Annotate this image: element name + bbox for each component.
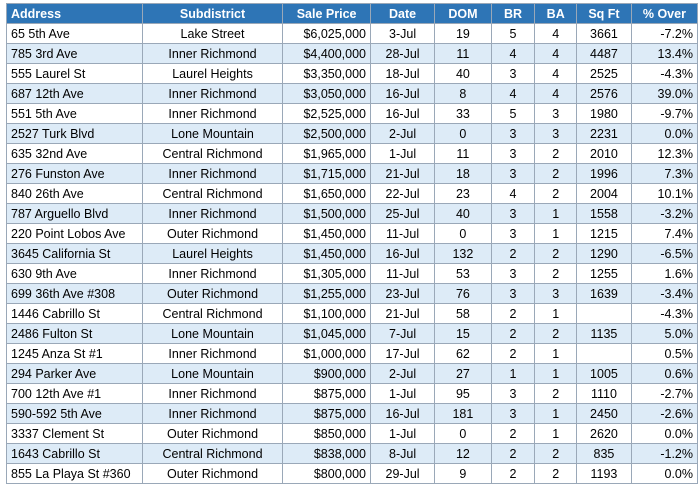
cell-sale-price[interactable]: $2,525,000: [283, 104, 371, 124]
cell-ba[interactable]: 2: [535, 464, 577, 484]
cell-date[interactable]: 7-Jul: [371, 324, 435, 344]
table-row[interactable]: [7, 244, 698, 264]
cell-sale-price[interactable]: $1,305,000: [283, 264, 371, 284]
cell-br[interactable]: 3: [491, 224, 535, 244]
table-row[interactable]: [7, 324, 698, 344]
cell-subdistrict[interactable]: Inner Richmond: [142, 84, 282, 104]
cell-ba[interactable]: 3: [535, 124, 577, 144]
cell-address[interactable]: 3337 Clement St: [7, 424, 143, 444]
cell-dom[interactable]: 58: [435, 304, 492, 324]
cell-ba[interactable]: 1: [535, 344, 577, 364]
cell-sale-price[interactable]: $6,025,000: [283, 24, 371, 44]
cell-sqft[interactable]: 2450: [577, 404, 632, 424]
cell-ba[interactable]: 3: [535, 104, 577, 124]
cell-sale-price[interactable]: $3,050,000: [283, 84, 371, 104]
cell-ba[interactable]: 2: [535, 244, 577, 264]
cell-sale-price[interactable]: $838,000: [283, 444, 371, 464]
cell-address[interactable]: 555 Laurel St: [7, 64, 143, 84]
cell-subdistrict[interactable]: Outer Richmond: [142, 464, 282, 484]
cell-ba[interactable]: 4: [535, 84, 577, 104]
cell-pct-over[interactable]: 12.3%: [631, 144, 697, 164]
cell-br[interactable]: 2: [491, 444, 535, 464]
cell-br[interactable]: 5: [491, 104, 535, 124]
cell-sqft[interactable]: 2010: [577, 144, 632, 164]
header-subdistrict[interactable]: Subdistrict: [142, 4, 282, 24]
cell-dom[interactable]: 62: [435, 344, 492, 364]
cell-sale-price[interactable]: $900,000: [283, 364, 371, 384]
cell-date[interactable]: 21-Jul: [371, 164, 435, 184]
cell-sqft[interactable]: 2525: [577, 64, 632, 84]
table-row[interactable]: [7, 344, 698, 364]
cell-ba[interactable]: 2: [535, 164, 577, 184]
cell-sqft[interactable]: [577, 344, 632, 364]
cell-date[interactable]: 1-Jul: [371, 384, 435, 404]
cell-pct-over[interactable]: 7.3%: [631, 164, 697, 184]
cell-date[interactable]: 1-Jul: [371, 424, 435, 444]
cell-subdistrict[interactable]: Lone Mountain: [142, 124, 282, 144]
cell-sqft[interactable]: 1135: [577, 324, 632, 344]
cell-ba[interactable]: 1: [535, 304, 577, 324]
cell-ba[interactable]: 3: [535, 284, 577, 304]
table-row[interactable]: [7, 404, 698, 424]
cell-address[interactable]: 635 32nd Ave: [7, 144, 143, 164]
cell-pct-over[interactable]: -7.2%: [631, 24, 697, 44]
cell-sale-price[interactable]: $1,650,000: [283, 184, 371, 204]
cell-subdistrict[interactable]: Outer Richmond: [142, 284, 282, 304]
cell-subdistrict[interactable]: Inner Richmond: [142, 264, 282, 284]
cell-pct-over[interactable]: 10.1%: [631, 184, 697, 204]
cell-ba[interactable]: 1: [535, 224, 577, 244]
cell-address[interactable]: 687 12th Ave: [7, 84, 143, 104]
cell-dom[interactable]: 40: [435, 204, 492, 224]
cell-sqft[interactable]: 1996: [577, 164, 632, 184]
cell-subdistrict[interactable]: Inner Richmond: [142, 404, 282, 424]
cell-sale-price[interactable]: $1,450,000: [283, 224, 371, 244]
cell-sqft[interactable]: 1193: [577, 464, 632, 484]
cell-dom[interactable]: 27: [435, 364, 492, 384]
cell-br[interactable]: 3: [491, 204, 535, 224]
cell-date[interactable]: 11-Jul: [371, 264, 435, 284]
sales-table: [6, 3, 698, 484]
cell-sqft[interactable]: 3661: [577, 24, 632, 44]
cell-address[interactable]: 840 26th Ave: [7, 184, 143, 204]
cell-sale-price[interactable]: $1,965,000: [283, 144, 371, 164]
table-body: [7, 24, 698, 484]
table-row[interactable]: [7, 64, 698, 84]
cell-pct-over[interactable]: -6.5%: [631, 244, 697, 264]
cell-sqft[interactable]: 1110: [577, 384, 632, 404]
cell-ba[interactable]: 2: [535, 144, 577, 164]
cell-dom[interactable]: 132: [435, 244, 492, 264]
table-row[interactable]: [7, 464, 698, 484]
cell-dom[interactable]: 11: [435, 144, 492, 164]
cell-pct-over[interactable]: -3.2%: [631, 204, 697, 224]
cell-address[interactable]: 2527 Turk Blvd: [7, 124, 143, 144]
header-pct-over[interactable]: % Over: [631, 4, 697, 24]
cell-subdistrict[interactable]: Inner Richmond: [142, 384, 282, 404]
cell-sale-price[interactable]: $1,450,000: [283, 244, 371, 264]
cell-dom[interactable]: 19: [435, 24, 492, 44]
cell-br[interactable]: 3: [491, 384, 535, 404]
cell-address[interactable]: 276 Funston Ave: [7, 164, 143, 184]
cell-subdistrict[interactable]: Outer Richmond: [142, 424, 282, 444]
cell-date[interactable]: 1-Jul: [371, 144, 435, 164]
cell-br[interactable]: 2: [491, 424, 535, 444]
cell-date[interactable]: 25-Jul: [371, 204, 435, 224]
cell-pct-over[interactable]: 5.0%: [631, 324, 697, 344]
cell-dom[interactable]: 53: [435, 264, 492, 284]
cell-date[interactable]: 2-Jul: [371, 124, 435, 144]
header-date[interactable]: Date: [371, 4, 435, 24]
cell-br[interactable]: 3: [491, 164, 535, 184]
cell-date[interactable]: 16-Jul: [371, 244, 435, 264]
table-row[interactable]: [7, 164, 698, 184]
cell-sale-price[interactable]: $1,255,000: [283, 284, 371, 304]
cell-br[interactable]: 2: [491, 344, 535, 364]
cell-sqft[interactable]: 1558: [577, 204, 632, 224]
header-ba[interactable]: BA: [535, 4, 577, 24]
cell-address[interactable]: 220 Point Lobos Ave: [7, 224, 143, 244]
cell-address[interactable]: 65 5th Ave: [7, 24, 143, 44]
cell-br[interactable]: 4: [491, 84, 535, 104]
cell-subdistrict[interactable]: Central Richmond: [142, 184, 282, 204]
cell-date[interactable]: 17-Jul: [371, 344, 435, 364]
cell-br[interactable]: 5: [491, 24, 535, 44]
cell-pct-over[interactable]: -4.3%: [631, 304, 697, 324]
cell-br[interactable]: 3: [491, 124, 535, 144]
cell-ba[interactable]: 2: [535, 384, 577, 404]
cell-address[interactable]: 1245 Anza St #1: [7, 344, 143, 364]
cell-subdistrict[interactable]: Inner Richmond: [142, 344, 282, 364]
table-row[interactable]: [7, 144, 698, 164]
cell-date[interactable]: 16-Jul: [371, 104, 435, 124]
cell-subdistrict[interactable]: Central Richmond: [142, 444, 282, 464]
cell-sale-price[interactable]: $850,000: [283, 424, 371, 444]
cell-dom[interactable]: 23: [435, 184, 492, 204]
cell-br[interactable]: 3: [491, 64, 535, 84]
cell-ba[interactable]: 1: [535, 364, 577, 384]
cell-date[interactable]: 16-Jul: [371, 84, 435, 104]
cell-pct-over[interactable]: -2.6%: [631, 404, 697, 424]
cell-sale-price[interactable]: $1,715,000: [283, 164, 371, 184]
cell-address[interactable]: 3645 California St: [7, 244, 143, 264]
table-row[interactable]: [7, 224, 698, 244]
cell-date[interactable]: 11-Jul: [371, 224, 435, 244]
cell-sale-price[interactable]: $1,000,000: [283, 344, 371, 364]
cell-ba[interactable]: 1: [535, 404, 577, 424]
cell-ba[interactable]: 4: [535, 44, 577, 64]
cell-sale-price[interactable]: $3,350,000: [283, 64, 371, 84]
cell-date[interactable]: 18-Jul: [371, 64, 435, 84]
header-br[interactable]: BR: [491, 4, 535, 24]
cell-date[interactable]: 3-Jul: [371, 24, 435, 44]
cell-address[interactable]: 700 12th Ave #1: [7, 384, 143, 404]
cell-address[interactable]: 855 La Playa St #360: [7, 464, 143, 484]
cell-sale-price[interactable]: $875,000: [283, 404, 371, 424]
cell-address[interactable]: 1446 Cabrillo St: [7, 304, 143, 324]
cell-dom[interactable]: 0: [435, 124, 492, 144]
cell-br[interactable]: 2: [491, 324, 535, 344]
cell-dom[interactable]: 8: [435, 84, 492, 104]
cell-dom[interactable]: 11: [435, 44, 492, 64]
table-row[interactable]: [7, 364, 698, 384]
cell-br[interactable]: 2: [491, 244, 535, 264]
cell-pct-over[interactable]: 0.0%: [631, 424, 697, 444]
cell-sale-price[interactable]: $2,500,000: [283, 124, 371, 144]
cell-sqft[interactable]: 2231: [577, 124, 632, 144]
cell-sqft[interactable]: 835: [577, 444, 632, 464]
header-sale-price[interactable]: Sale Price: [283, 4, 371, 24]
cell-pct-over[interactable]: 13.4%: [631, 44, 697, 64]
cell-address[interactable]: 2486 Fulton St: [7, 324, 143, 344]
cell-sale-price[interactable]: $1,045,000: [283, 324, 371, 344]
table-row[interactable]: [7, 104, 698, 124]
cell-date[interactable]: 23-Jul: [371, 284, 435, 304]
cell-address[interactable]: 699 36th Ave #308: [7, 284, 143, 304]
header-row: [7, 4, 698, 24]
cell-ba[interactable]: 2: [535, 444, 577, 464]
cell-ba[interactable]: 1: [535, 424, 577, 444]
table-row[interactable]: [7, 24, 698, 44]
cell-pct-over[interactable]: 0.0%: [631, 124, 697, 144]
cell-ba[interactable]: 1: [535, 204, 577, 224]
cell-pct-over[interactable]: 0.5%: [631, 344, 697, 364]
cell-pct-over[interactable]: 0.6%: [631, 364, 697, 384]
cell-sale-price[interactable]: $800,000: [283, 464, 371, 484]
cell-dom[interactable]: 15: [435, 324, 492, 344]
cell-dom[interactable]: 9: [435, 464, 492, 484]
table-row[interactable]: [7, 424, 698, 444]
cell-pct-over[interactable]: -1.2%: [631, 444, 697, 464]
cell-subdistrict[interactable]: Inner Richmond: [142, 164, 282, 184]
cell-subdistrict[interactable]: Inner Richmond: [142, 204, 282, 224]
cell-date[interactable]: 29-Jul: [371, 464, 435, 484]
cell-address[interactable]: 787 Arguello Blvd: [7, 204, 143, 224]
cell-ba[interactable]: 2: [535, 184, 577, 204]
cell-br[interactable]: 4: [491, 184, 535, 204]
cell-sale-price[interactable]: $875,000: [283, 384, 371, 404]
cell-br[interactable]: 2: [491, 304, 535, 324]
cell-subdistrict[interactable]: Laurel Heights: [142, 64, 282, 84]
header-address[interactable]: Address: [7, 4, 143, 24]
cell-date[interactable]: 21-Jul: [371, 304, 435, 324]
cell-sqft[interactable]: 2620: [577, 424, 632, 444]
cell-subdistrict[interactable]: Lone Mountain: [142, 364, 282, 384]
cell-address[interactable]: 1643 Cabrillo St: [7, 444, 143, 464]
cell-sqft[interactable]: 2576: [577, 84, 632, 104]
cell-sqft[interactable]: 2004: [577, 184, 632, 204]
cell-pct-over[interactable]: -9.7%: [631, 104, 697, 124]
cell-subdistrict[interactable]: Inner Richmond: [142, 104, 282, 124]
table-row[interactable]: [7, 304, 698, 324]
cell-pct-over[interactable]: 1.6%: [631, 264, 697, 284]
cell-pct-over[interactable]: -4.3%: [631, 64, 697, 84]
cell-address[interactable]: 551 5th Ave: [7, 104, 143, 124]
cell-br[interactable]: 3: [491, 284, 535, 304]
cell-dom[interactable]: 181: [435, 404, 492, 424]
cell-sale-price[interactable]: $1,100,000: [283, 304, 371, 324]
table-row[interactable]: [7, 204, 698, 224]
table-row[interactable]: [7, 124, 698, 144]
cell-subdistrict[interactable]: Inner Richmond: [142, 44, 282, 64]
cell-dom[interactable]: 76: [435, 284, 492, 304]
cell-sqft[interactable]: 1290: [577, 244, 632, 264]
cell-address[interactable]: 785 3rd Ave: [7, 44, 143, 64]
cell-subdistrict[interactable]: Outer Richmond: [142, 224, 282, 244]
cell-pct-over[interactable]: 0.0%: [631, 464, 697, 484]
cell-ba[interactable]: 2: [535, 264, 577, 284]
cell-dom[interactable]: 0: [435, 424, 492, 444]
cell-dom[interactable]: 33: [435, 104, 492, 124]
cell-sqft[interactable]: 4487: [577, 44, 632, 64]
cell-sqft[interactable]: [577, 304, 632, 324]
cell-date[interactable]: 28-Jul: [371, 44, 435, 64]
cell-subdistrict[interactable]: Laurel Heights: [142, 244, 282, 264]
cell-sqft[interactable]: 1255: [577, 264, 632, 284]
cell-subdistrict[interactable]: Lone Mountain: [142, 324, 282, 344]
cell-date[interactable]: 2-Jul: [371, 364, 435, 384]
cell-dom[interactable]: 18: [435, 164, 492, 184]
cell-date[interactable]: 22-Jul: [371, 184, 435, 204]
cell-ba[interactable]: 2: [535, 324, 577, 344]
cell-address[interactable]: 590-592 5th Ave: [7, 404, 143, 424]
header-dom[interactable]: DOM: [435, 4, 492, 24]
cell-date[interactable]: 16-Jul: [371, 404, 435, 424]
cell-br[interactable]: 3: [491, 264, 535, 284]
cell-pct-over[interactable]: -3.4%: [631, 284, 697, 304]
cell-sale-price[interactable]: $4,400,000: [283, 44, 371, 64]
cell-pct-over[interactable]: -2.7%: [631, 384, 697, 404]
cell-dom[interactable]: 40: [435, 64, 492, 84]
cell-br[interactable]: 3: [491, 404, 535, 424]
table-row[interactable]: [7, 444, 698, 464]
cell-subdistrict[interactable]: Central Richmond: [142, 144, 282, 164]
header-sqft[interactable]: Sq Ft: [577, 4, 632, 24]
table-row[interactable]: [7, 44, 698, 64]
table-row[interactable]: [7, 284, 698, 304]
cell-sqft[interactable]: 1005: [577, 364, 632, 384]
cell-sqft[interactable]: 1980: [577, 104, 632, 124]
table-row[interactable]: [7, 264, 698, 284]
cell-address[interactable]: 294 Parker Ave: [7, 364, 143, 384]
cell-address[interactable]: 630 9th Ave: [7, 264, 143, 284]
cell-subdistrict[interactable]: Central Richmond: [142, 304, 282, 324]
cell-pct-over[interactable]: 39.0%: [631, 84, 697, 104]
cell-subdistrict[interactable]: Lake Street: [142, 24, 282, 44]
cell-dom[interactable]: 95: [435, 384, 492, 404]
table-row[interactable]: [7, 184, 698, 204]
cell-dom[interactable]: 12: [435, 444, 492, 464]
cell-br[interactable]: 4: [491, 44, 535, 64]
cell-sqft[interactable]: 1215: [577, 224, 632, 244]
cell-dom[interactable]: 0: [435, 224, 492, 244]
cell-pct-over[interactable]: 7.4%: [631, 224, 697, 244]
table-row[interactable]: [7, 84, 698, 104]
cell-br[interactable]: 1: [491, 364, 535, 384]
cell-br[interactable]: 3: [491, 144, 535, 164]
cell-ba[interactable]: 4: [535, 24, 577, 44]
cell-date[interactable]: 8-Jul: [371, 444, 435, 464]
cell-sqft[interactable]: 1639: [577, 284, 632, 304]
table-row[interactable]: [7, 384, 698, 404]
cell-sale-price[interactable]: $1,500,000: [283, 204, 371, 224]
cell-ba[interactable]: 4: [535, 64, 577, 84]
cell-br[interactable]: 2: [491, 464, 535, 484]
